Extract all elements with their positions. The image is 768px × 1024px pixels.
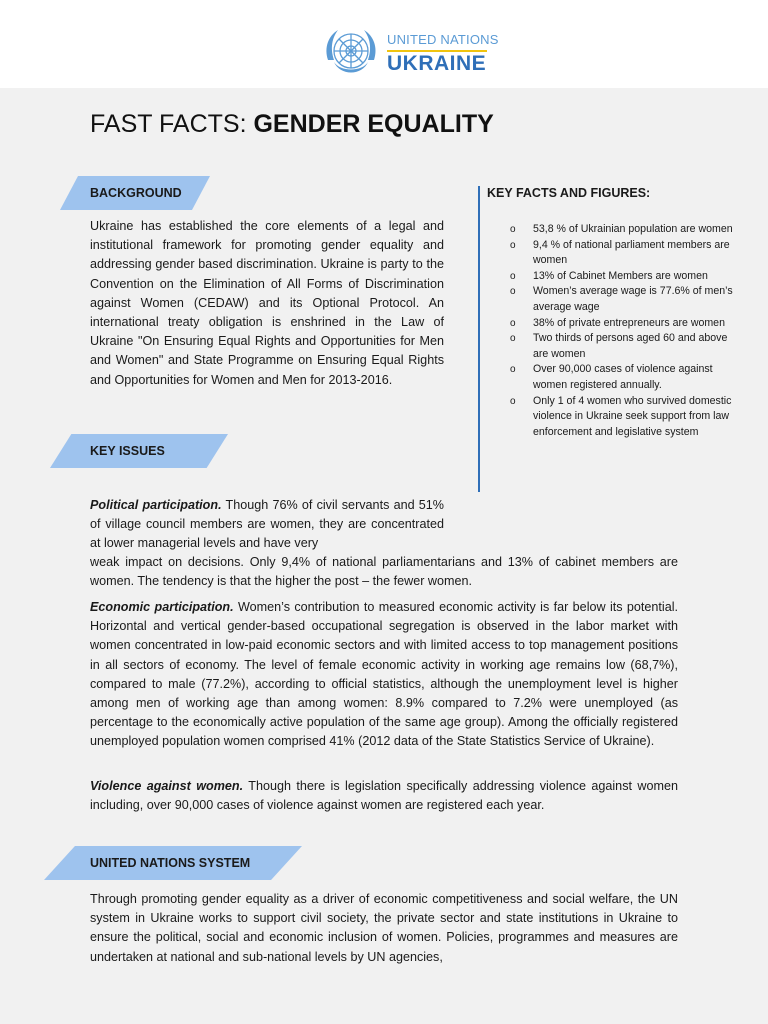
un-system-tag bbox=[44, 846, 302, 880]
key-issues-tag bbox=[50, 434, 228, 468]
list-item: o 38% of private entrepreneurs are women bbox=[510, 316, 738, 332]
economic-participation-text: Women’s contribution to measured economic activity is far below its potential. Horizontal and vertical gender-based occupational segregation is observed in the labor market with women concentrated in low-paid economic sectors and with limited access to top management positions in all sectors of economy. The level of female economic activity in working age remains low (68,7%), compared to male (77.2%), according to official statistics, although the unemployment level is higher among men of working age than among women: 8.9% compared to 7.2% were unemployed (as percentage to the economically active population of the same age group). Among the officially registered unemployed population women comprised 41% (2012 data of the State Statistics Service of Ukraine). bbox=[90, 600, 679, 749]
un-system-text: Through promoting gender equality as a driver of economic competitiveness and social welfare, the UN system in Ukraine works to support civil society, the private sector and state institutions in Ukraine to ensure the political, social and economic inclusion of women. Policies, programmes and measures are undertaken at national and sub-national levels by UN agencies, bbox=[90, 892, 678, 964]
header bbox=[0, 0, 768, 88]
political-participation-top bbox=[90, 496, 444, 554]
economic-participation bbox=[90, 598, 678, 752]
key-facts-list bbox=[510, 222, 738, 440]
political-participation-heading: Political participation. bbox=[90, 498, 222, 512]
logo-text-bottom: UKRAINE bbox=[387, 52, 487, 75]
economic-participation-heading: Economic participation. bbox=[90, 600, 234, 614]
list-item: o Two thirds of persons aged 60 and above are women bbox=[510, 331, 738, 362]
list-item: o 9,4 % of national parliament members are women bbox=[510, 238, 738, 269]
list-item: o Women’s average wage is 77.6% of men’s average wage bbox=[510, 284, 738, 315]
background-tag bbox=[60, 176, 210, 210]
violence-against-women bbox=[90, 777, 678, 815]
list-item: o 53,8 % of Ukrainian population are women bbox=[510, 222, 738, 238]
list-item: o Only 1 of 4 women who survived domestic violence in Ukraine seek support from law enforcement and legislative system bbox=[510, 394, 738, 441]
page-title-bold: GENDER EQUALITY bbox=[253, 110, 494, 138]
key-facts-rule bbox=[478, 186, 480, 492]
violence-against-women-text: Though there is legislation specifically addressing violence against women including, over 90,000 cases of violence against women are registered each year. bbox=[90, 779, 678, 813]
list-item: o Over 90,000 cases of violence against women registered annually. bbox=[510, 362, 738, 393]
logo-text-top: UNITED NATIONS bbox=[387, 32, 499, 47]
political-participation-bottom: weak impact on decisions. Only 9,4% of national parliamentarians and 13% of cabinet members are women. The tendency is that the higher the post – the fewer women. bbox=[90, 555, 678, 589]
key-issues-tag-label: KEY ISSUES bbox=[90, 444, 165, 458]
background-text: Ukraine has established the core elements of a legal and institutional framework for promoting gender equality and addressing gender based discrimination. Ukraine is party to the Convention on the Elimination of All Forms of Discrimination against Women (CEDAW) and its Optional Protocol. An international treaty obligation is enshrined in the Law of Ukraine "On Ensuring Equal Rights and Opportunities for Men and Women" and State Programme on Ensuring Equal Rights and Opportunities for Women and Men for 2013-2016. bbox=[90, 219, 444, 387]
un-emblem-icon bbox=[320, 22, 382, 84]
violence-against-women-heading: Violence against women. bbox=[90, 779, 244, 793]
page-title bbox=[90, 110, 494, 139]
list-item: o 13% of Cabinet Members are women bbox=[510, 269, 738, 285]
background-tag-label: BACKGROUND bbox=[90, 186, 182, 200]
key-facts-title: KEY FACTS AND FIGURES: bbox=[487, 186, 651, 200]
page-title-prefix: FAST FACTS: bbox=[90, 110, 254, 138]
un-system-tag-label: UNITED NATIONS SYSTEM bbox=[90, 856, 251, 870]
political-participation-text-top: Though 76% of civil servants and 51% of village council members are women, they are concentrated at lower managerial levels and have very bbox=[90, 498, 444, 551]
